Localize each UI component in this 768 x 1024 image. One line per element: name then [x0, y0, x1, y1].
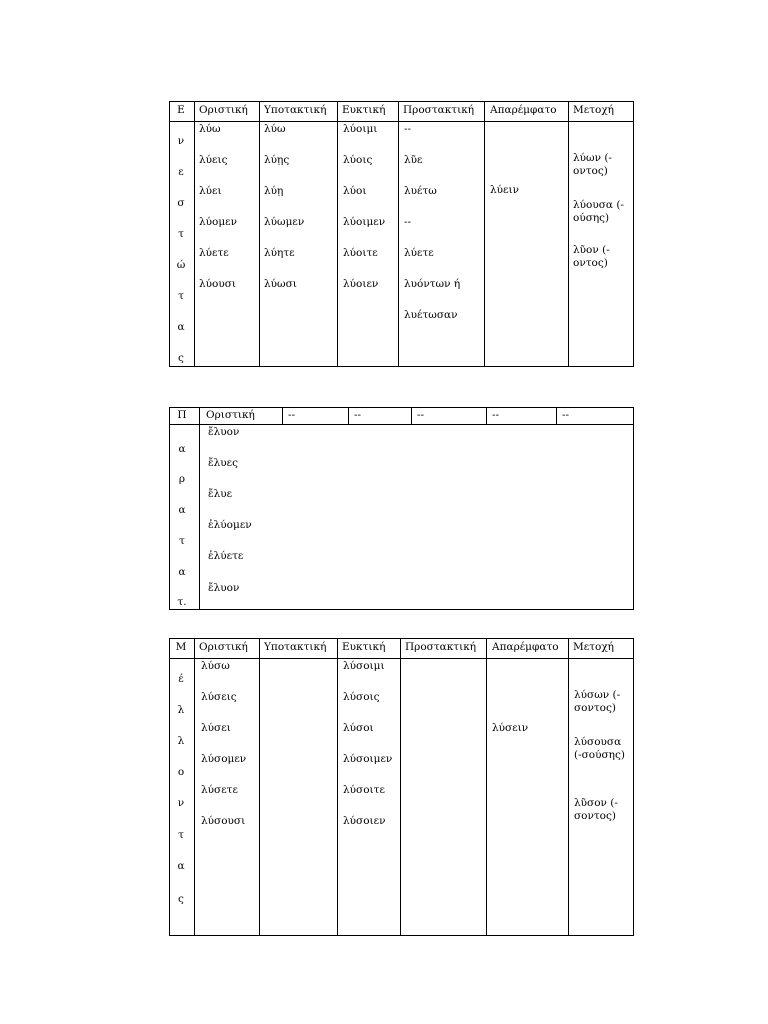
form-optative: λύσοι [343, 722, 374, 734]
form-indicative: ἔλυον [208, 426, 240, 438]
header-participle: Μετοχή [573, 104, 614, 116]
form-imperative: λύετε [404, 247, 434, 259]
side-letter: Μ [175, 641, 187, 653]
form-indicative: ἔλυε [208, 488, 233, 500]
side-letter: ς [178, 893, 184, 905]
column-divider [194, 102, 195, 366]
column-divider [400, 639, 401, 935]
header-subjunctive: Υποτακτική [264, 104, 327, 116]
header-infinitive: Απαρέμφατο [492, 641, 559, 653]
side-letter: α [177, 321, 185, 333]
side-letter: α [177, 860, 185, 872]
header-empty: -- [492, 409, 500, 421]
side-letter: τ [178, 228, 184, 240]
header-indicative: Οριστική [199, 641, 248, 653]
form-indicative: λύσεις [201, 691, 237, 703]
side-letter: α [178, 504, 186, 516]
header-divider [170, 658, 633, 659]
header-infinitive: Απαρέμφατο [490, 104, 557, 116]
header-divider [170, 121, 633, 122]
future-table [169, 638, 634, 936]
form-optative: λύοι [343, 185, 367, 197]
side-letter: σ [177, 197, 185, 209]
form-indicative: ἐλύετε [208, 550, 244, 562]
column-divider [556, 408, 557, 424]
form-imperative: λῦε [404, 154, 423, 166]
form-optative: λύοιμεν [343, 216, 386, 228]
side-letter: ς [178, 352, 184, 364]
column-divider [259, 639, 260, 935]
column-divider [259, 102, 260, 366]
form-indicative: λύεις [199, 154, 228, 166]
column-divider [486, 408, 487, 424]
form-indicative: λύουσι [199, 278, 237, 290]
form-imperative: -- [404, 123, 412, 135]
header-imperative: Προστακτική [403, 104, 475, 116]
form-imperative: λυέτω [404, 185, 437, 197]
form-participle: λύσων (-σοντος) [574, 689, 621, 714]
header-imperative: Προστακτική [405, 641, 477, 653]
column-divider [348, 408, 349, 424]
side-letter: έ [178, 673, 184, 685]
header-empty: -- [354, 409, 362, 421]
header-indicative: Οριστική [199, 104, 248, 116]
form-indicative: λύει [199, 185, 222, 197]
form-participle: λύουσα (-ούσης) [573, 199, 624, 224]
side-letter: ρ [178, 473, 186, 485]
side-letter: λ [177, 735, 185, 747]
form-indicative: λύσει [201, 722, 231, 734]
form-optative: λύοιμι [343, 123, 378, 135]
form-imperative: λυόντων ή [404, 278, 461, 290]
side-letter: Ε [177, 104, 185, 116]
column-divider [568, 639, 569, 935]
form-optative: λύσοις [343, 691, 380, 703]
form-optative: λύοιεν [343, 278, 379, 290]
column-divider [486, 639, 487, 935]
column-divider [282, 408, 283, 424]
form-indicative: λύσουσι [201, 815, 246, 827]
side-letter: α [178, 443, 186, 455]
column-divider [484, 102, 485, 366]
side-letter: τ [178, 829, 184, 841]
column-divider [194, 639, 195, 935]
form-indicative: λύσω [201, 660, 230, 672]
side-letter: τ [179, 535, 185, 547]
form-participle: λῦσον (-σοντος) [574, 797, 618, 822]
form-indicative: ἐλύομεν [208, 519, 252, 531]
side-letter: ν [177, 135, 185, 147]
column-divider [337, 102, 338, 366]
column-divider [568, 102, 569, 366]
side-letter: α [178, 566, 186, 578]
form-imperative: -- [404, 216, 412, 228]
header-empty: -- [562, 409, 570, 421]
form-subjunctive: λύωμεν [264, 216, 305, 228]
column-divider [411, 408, 412, 424]
form-indicative: λύσομεν [201, 753, 247, 765]
form-indicative: λύομεν [199, 216, 238, 228]
header-empty: -- [288, 409, 296, 421]
header-optative: Ευκτική [342, 104, 386, 116]
header-empty: -- [417, 409, 425, 421]
side-letter: ο [177, 766, 185, 778]
column-divider [337, 639, 338, 935]
header-subjunctive: Υποτακτική [264, 641, 327, 653]
side-letter: ώ [176, 259, 186, 271]
header-participle: Μετοχή [573, 641, 614, 653]
column-divider [199, 408, 200, 609]
form-optative: λύσοιμεν [343, 753, 393, 765]
form-infinitive: λύσειν [492, 722, 529, 734]
form-optative: λύοιτε [343, 247, 378, 259]
header-indicative: Οριστική [206, 409, 255, 421]
form-optative: λύσοιμι [343, 660, 385, 672]
header-optative: Ευκτική [342, 641, 386, 653]
side-letter: ε [178, 166, 184, 178]
form-participle: λύσουσα (-σούσης) [574, 736, 625, 761]
form-subjunctive: λύῃς [264, 154, 290, 166]
form-optative: λύσοιεν [343, 815, 386, 827]
form-optative: λύσοιτε [343, 784, 385, 796]
form-indicative: ἔλυον [208, 582, 240, 594]
form-participle: λῦον (-οντος) [573, 244, 610, 269]
side-letter: Π [177, 409, 187, 421]
form-indicative: λύετε [199, 247, 229, 259]
form-imperative: λυέτωσαν [404, 309, 458, 321]
form-indicative: λύω [199, 123, 221, 135]
column-divider [398, 102, 399, 366]
form-subjunctive: λύωσι [264, 278, 297, 290]
form-participle: λύων (-οντος) [573, 152, 612, 177]
form-infinitive: λύειν [490, 184, 519, 196]
side-letter: ν [177, 797, 185, 809]
form-subjunctive: λύω [264, 123, 286, 135]
present-table [169, 101, 634, 367]
side-letter: τ [178, 290, 184, 302]
form-subjunctive: λύητε [264, 247, 295, 259]
imperfect-table [169, 407, 634, 610]
form-indicative: ἔλυες [208, 457, 238, 469]
header-divider [170, 424, 633, 425]
side-letter: λ [177, 704, 185, 716]
side-letter: τ. [177, 596, 187, 608]
form-optative: λύοις [343, 154, 373, 166]
form-indicative: λύσετε [201, 784, 238, 796]
form-subjunctive: λύῃ [264, 185, 284, 197]
